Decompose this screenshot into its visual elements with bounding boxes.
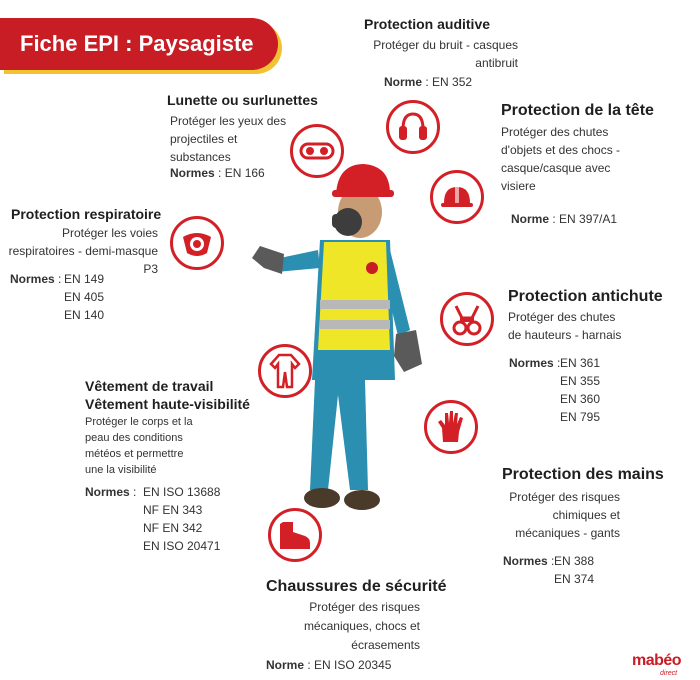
vetement-norm-label: Normes :: [85, 485, 137, 499]
antichute-norms: EN 361 EN 355 EN 360 EN 795: [560, 356, 601, 424]
respiratoire-norms: EN 149 EN 405 EN 140: [64, 272, 105, 322]
respiratoire-desc: Protéger les voies respiratoires - demi-masque P3: [8, 226, 158, 276]
worker-illustration: [240, 150, 440, 530]
vetement-norms: EN ISO 13688 NF EN 343 NF EN 342 EN ISO 20471: [143, 485, 221, 553]
respiratoire-heading: Protection respiratoire: [11, 206, 162, 222]
auditive-heading: Protection auditive: [364, 16, 491, 32]
mains-heading: Protection des mains: [502, 466, 664, 483]
auditive-desc: Protéger du bruit - casques antibruit: [373, 38, 518, 70]
auditive-norm: Norme : EN 352: [384, 75, 473, 89]
mains-norm-label: Normes :: [503, 554, 555, 568]
page-title: Fiche EPI : Paysagiste: [0, 18, 278, 70]
lunette-heading: Lunette ou surlunettes: [167, 92, 318, 108]
vetement-desc: Protéger le corps et la peau des conditions météos et permettre une la visibilité: [85, 416, 193, 476]
mains-desc: Protéger des risques chimiques et mécaniques - gants: [509, 490, 620, 540]
lunette-norm: Normes : EN 166: [170, 166, 265, 180]
respiratoire-norm-label: Normes :: [10, 272, 62, 286]
chaussures-heading: Chaussures de sécurité: [266, 578, 447, 595]
chaussures-norm: Norme : EN ISO 20345: [266, 658, 392, 672]
respirator-mask-icon: [170, 216, 224, 270]
vetement-heading: Vêtement de travail Vêtement haute-visibilité: [85, 378, 250, 412]
earmuff-icon: [386, 100, 440, 154]
antichute-heading: Protection antichute: [508, 288, 663, 305]
mabeo-logo-sub: direct: [660, 670, 678, 677]
antichute-desc: Protéger des chutes de hauteurs - harnais: [508, 310, 622, 342]
mabeo-logo: mabéo: [632, 652, 682, 669]
antichute-norm-label: Normes :: [509, 356, 561, 370]
tete-heading: Protection de la tête: [501, 102, 654, 119]
harness-icon: [440, 292, 494, 346]
lunette-desc: Protéger les yeux des projectiles et substances: [170, 114, 287, 164]
mains-norms: EN 388 EN 374: [554, 554, 595, 586]
chaussures-desc: Protéger des risques mécaniques, chocs et écrasements: [303, 600, 420, 652]
tete-desc: Protéger des chutes d'objets et des chocs - casque/casque avec visiere: [501, 125, 621, 193]
tete-norm: Norme : EN 397/A1: [511, 212, 618, 226]
